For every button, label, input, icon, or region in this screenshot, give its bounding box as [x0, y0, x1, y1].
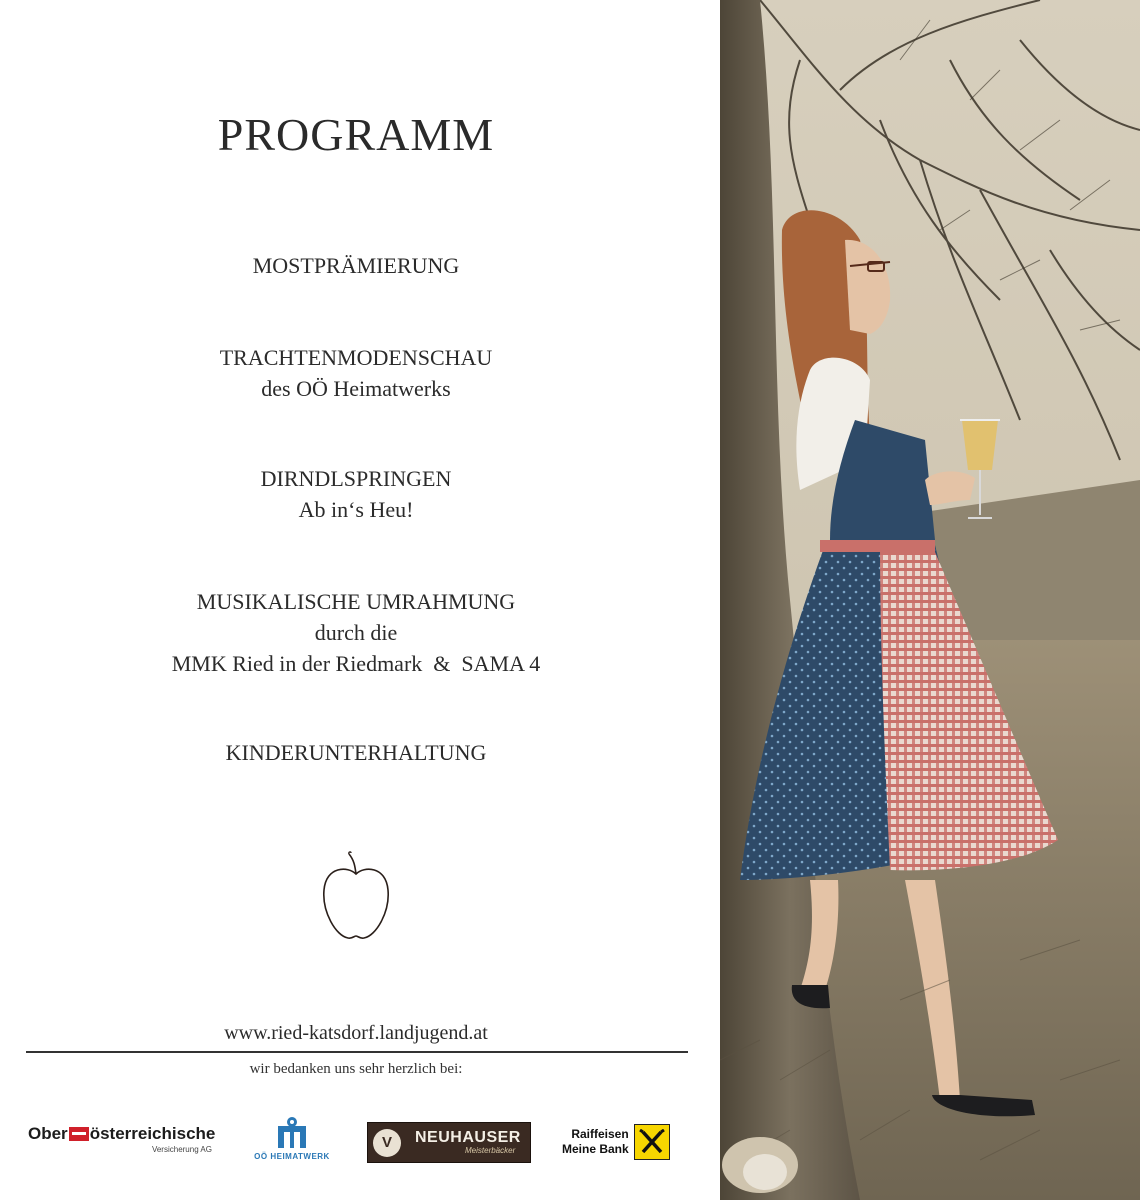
logo-label: NEUHAUSER: [415, 1129, 521, 1146]
sponsor-thanks-text: wir bedanken uns sehr herzlich bei:: [249, 1061, 463, 1077]
program-item-trachtenmodenschau: [0, 342, 712, 404]
sponsor-logo-oberoesterreichische: [28, 1124, 218, 1164]
program-item-kinderunterhaltung: [0, 737, 712, 768]
program-item-musik: [0, 586, 712, 679]
program-item-heading: TRACHTENMODENSCHAU: [219, 345, 493, 370]
divider: [26, 1051, 688, 1053]
program-item-heading: DIRNDLSPRINGEN: [260, 466, 452, 491]
website-link[interactable]: www.ried-katsdorf.landjugend.at: [224, 1022, 488, 1044]
program-item-heading: KINDERUNTERHALTUNG: [225, 740, 487, 765]
program-item-detail: Ab in‘s Heu!: [298, 497, 414, 522]
program-item-heading: MOSTPRÄMIERUNG: [252, 253, 460, 278]
dirndl-photo: [720, 0, 1140, 1200]
logo-line2: Meine Bank: [562, 1142, 629, 1156]
logo-label: OÖ HEIMATWERK: [254, 1152, 330, 1161]
neuhauser-badge-icon: V: [373, 1129, 401, 1157]
logo-sub: Meisterbäcker: [465, 1146, 516, 1155]
page-title: PROGRAMM: [217, 109, 495, 160]
program-item-dirndlspringen: [0, 463, 712, 525]
sponsor-logo-heimatwerk: [244, 1116, 340, 1164]
raiffeisen-cross-icon: [634, 1124, 670, 1160]
logo-main: österreichische: [89, 1124, 216, 1143]
apple-outline-icon: [318, 850, 394, 942]
ooe-mark-icon: [69, 1127, 89, 1141]
program-item-detail: des OÖ Heimatwerks: [261, 376, 451, 401]
logo-sub: Versicherung AG: [151, 1145, 212, 1154]
heimatwerk-emblem-icon: [274, 1116, 310, 1150]
sponsor-logo-raiffeisen: [562, 1122, 692, 1162]
program-item-detail: MMK Ried in der Riedmark & SAMA 4: [171, 651, 541, 676]
logo-prefix: Ober: [28, 1124, 68, 1143]
program-item-heading: MUSIKALISCHE UMRAHMUNG: [196, 589, 516, 614]
program-item-mostpraemierung: [0, 250, 712, 281]
sponsor-logo-neuhauser: [367, 1122, 531, 1163]
logo-line1: Raiffeisen: [571, 1127, 629, 1141]
program-item-detail: durch die: [314, 620, 398, 645]
